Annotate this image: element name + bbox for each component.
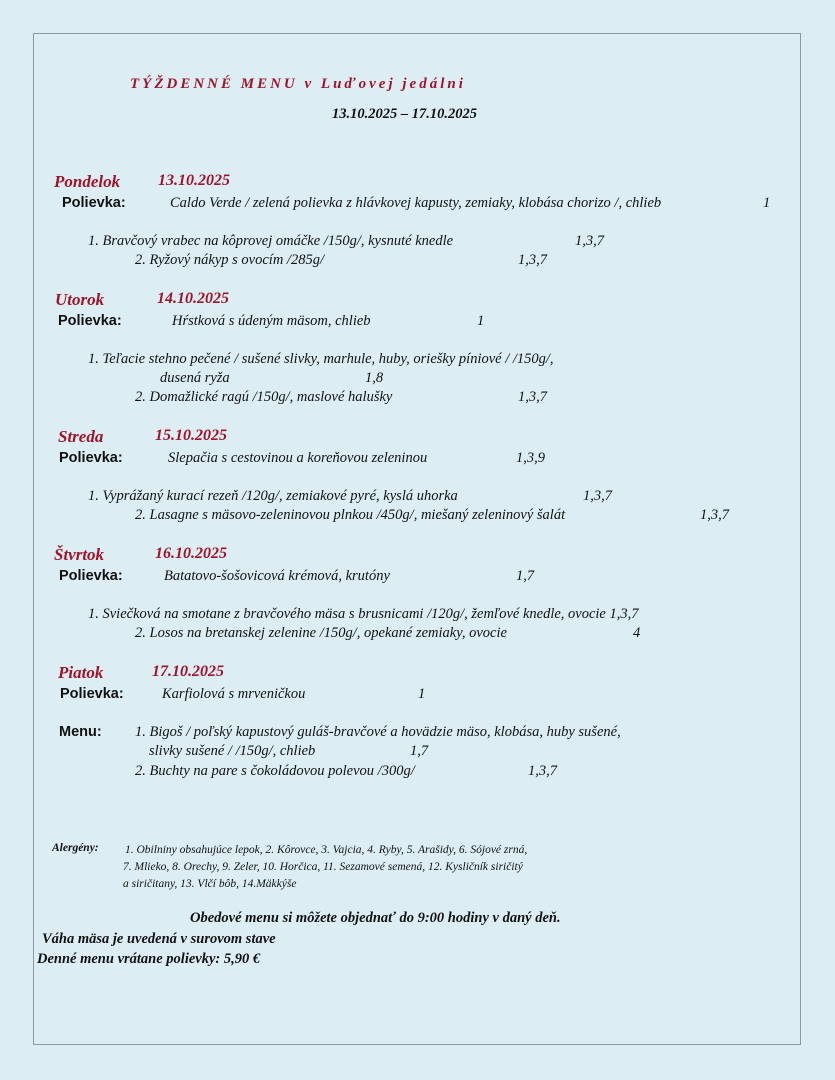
meal-2-allergens-thursday: 4 xyxy=(633,625,641,641)
allergens-label: Alergény: xyxy=(52,842,99,854)
day-name-thursday: Štvrtok xyxy=(54,545,105,564)
menu-title: TÝŽDENNÉ MENU v Luďovej jedálni xyxy=(130,76,466,92)
meal-2-allergens-tuesday: 1,3,7 xyxy=(518,389,547,405)
day-date-wednesday: 15.10.2025 xyxy=(155,427,227,444)
meal-2-monday: 2. Ryžový nákyp s ovocím /285g/ xyxy=(135,252,324,268)
meal-2-tuesday: 2. Domažlické ragú /150g/, maslové halušky xyxy=(135,389,393,405)
meal-1-monday: 1. Bravčový vrabec na kôprovej omáčke /150g/, kysnuté knedle xyxy=(88,233,454,249)
soup-allergens-thursday: 1,7 xyxy=(516,568,535,584)
meal-1-wednesday: 1. Vyprážaný kurací rezeň /120g/, zemiakové pyré, kyslá uhorka xyxy=(88,488,458,504)
day-date-monday: 13.10.2025 xyxy=(158,172,230,189)
soup-label-friday: Polievka: xyxy=(60,686,124,702)
meal-1-allergens-tuesday: 1,8 xyxy=(365,370,384,386)
meal-2-wednesday: 2. Lasagne s mäsovo-zeleninovou plnkou /450g/, miešaný zeleninový šalát xyxy=(135,507,566,523)
order-note: Obedové menu si môžete objednať do 9:00 hodiny v daný deň. xyxy=(190,910,561,926)
day-date-tuesday: 14.10.2025 xyxy=(157,290,229,307)
meal-1-line2-friday: slivky sušené / /150g/, chlieb xyxy=(149,743,316,759)
soup-allergens-monday: 1 xyxy=(763,195,771,211)
allergens-line-2: 7. Mlieko, 8. Orechy, 9. Zeler, 10. Horčica, 11. Sezamové semená, 12. Kysličník siričitý xyxy=(123,861,523,873)
day-name-tuesday: Utorok xyxy=(55,290,105,309)
meal-1-tuesday: 1. Teľacie stehno pečené / sušené slivky, marhule, huby, oriešky píniové / /150g/, xyxy=(88,351,554,367)
meal-1-allergens-monday: 1,3,7 xyxy=(575,233,604,249)
price-note: Denné menu vrátane polievky: 5,90 € xyxy=(37,951,261,967)
allergens-line-1: 1. Obilniny obsahujúce lepok, 2. Kôrovce, 3. Vajcia, 4. Ryby, 5. Arašidy, 6. Sójové zrná, xyxy=(125,844,528,856)
soup-monday: Caldo Verde / zelená polievka z hlávkovej kapusty, zemiaky, klobása chorizo /, chlieb xyxy=(170,195,662,211)
meal-2-allergens-wednesday: 1,3,7 xyxy=(700,507,729,523)
soup-wednesday: Slepačia s cestovinou a koreňovou zeleninou xyxy=(168,450,428,466)
soup-allergens-wednesday: 1,3,9 xyxy=(516,450,545,466)
soup-label-thursday: Polievka: xyxy=(59,568,123,584)
soup-label-tuesday: Polievka: xyxy=(58,313,122,329)
menu-label-friday: Menu: xyxy=(59,724,102,740)
day-name-monday: Pondelok xyxy=(54,172,121,191)
date-range: 13.10.2025 – 17.10.2025 xyxy=(332,106,477,122)
day-name-friday: Piatok xyxy=(58,663,104,682)
meal-2-allergens-friday: 1,3,7 xyxy=(528,763,557,779)
soup-thursday: Batatovo-šošovicová krémová, krutóny xyxy=(164,568,390,584)
soup-label-wednesday: Polievka: xyxy=(59,450,123,466)
soup-tuesday: Hŕstková s údeným mäsom, chlieb xyxy=(172,313,371,329)
meal-2-friday: 2. Buchty na pare s čokoládovou polevou /300g/ xyxy=(135,763,415,779)
day-date-thursday: 16.10.2025 xyxy=(155,545,227,562)
meal-1-allergens-wednesday: 1,3,7 xyxy=(583,488,612,504)
meal-2-thursday: 2. Losos na bretanskej zelenine /150g/, opekané zemiaky, ovocie xyxy=(135,625,507,641)
meal-1-allergens-friday: 1,7 xyxy=(410,743,429,759)
day-date-friday: 17.10.2025 xyxy=(152,663,224,680)
meal-2-allergens-monday: 1,3,7 xyxy=(518,252,547,268)
menu-frame xyxy=(33,33,801,1045)
allergens-line-3: a siričitany, 13. Vlčí bôb, 14.Mäkkýše xyxy=(123,878,297,890)
soup-allergens-friday: 1 xyxy=(418,686,426,702)
soup-label-monday: Polievka: xyxy=(62,195,126,211)
meal-1-thursday: 1. Sviečková na smotane z bravčového mäsa s brusnicami /120g/, žemľové knedle, ovocie 1,3,7 xyxy=(88,606,639,622)
soup-allergens-tuesday: 1 xyxy=(477,313,485,329)
meal-1-line2-tuesday: dusená ryža xyxy=(160,370,230,386)
day-name-wednesday: Streda xyxy=(58,427,104,446)
weight-note: Váha mäsa je uvedená v surovom stave xyxy=(42,931,276,947)
meal-1-friday: 1. Bigoš / poľský kapustový guláš-bravčové a hovädzie mäso, klobása, huby sušené, xyxy=(135,724,621,740)
soup-friday: Karfiolová s mrveničkou xyxy=(162,686,306,702)
